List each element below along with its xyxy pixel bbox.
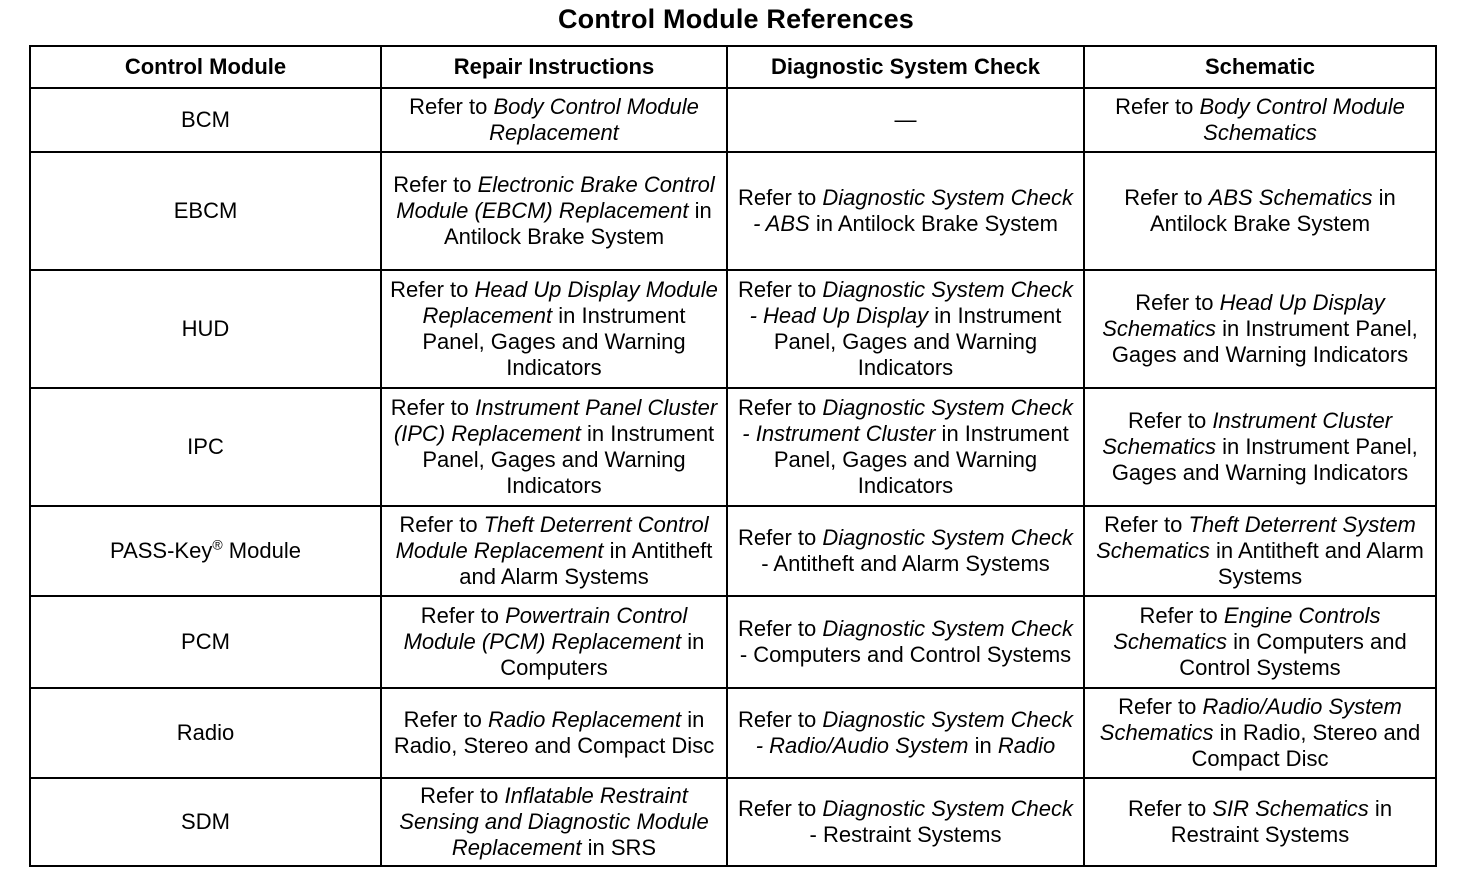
table-row <box>30 688 1436 778</box>
table-row <box>30 596 1436 688</box>
repair-cell: Refer to Instrument Panel Cluster (IPC) Replacement in Instrument Panel, Gages and Warning Indicators <box>381 388 727 506</box>
empty-dash: — <box>894 107 917 132</box>
repair-cell: Refer to Body Control Module Replacement <box>381 88 727 152</box>
schematic-cell: Refer to Body Control Module Schematics <box>1084 88 1436 152</box>
table-row <box>30 388 1436 506</box>
header-control-module: Control Module <box>30 46 381 88</box>
header-diagnostic-system-check: Diagnostic System Check <box>727 46 1084 88</box>
table-row <box>30 88 1436 152</box>
header-repair-instructions: Repair Instructions <box>381 46 727 88</box>
schematic-cell: Refer to Theft Deterrent System Schematics in Antitheft and Alarm Systems <box>1084 506 1436 596</box>
table-header-row <box>30 46 1436 88</box>
repair-cell: Refer to Radio Replacement in Radio, Stereo and Compact Disc <box>381 688 727 778</box>
module-name: IPC <box>30 388 381 506</box>
module-name: PCM <box>30 596 381 688</box>
module-name: SDM <box>30 778 381 866</box>
schematic-cell: Refer to Head Up Display Schematics in Instrument Panel, Gages and Warning Indicators <box>1084 270 1436 388</box>
module-name: HUD <box>30 270 381 388</box>
table-row <box>30 778 1436 866</box>
diagnostic-cell: Refer to Diagnostic System Check - Restraint Systems <box>727 778 1084 866</box>
schematic-cell: Refer to Instrument Cluster Schematics in Instrument Panel, Gages and Warning Indicators <box>1084 388 1436 506</box>
module-name: Radio <box>30 688 381 778</box>
repair-cell: Refer to Inflatable Restraint Sensing and Diagnostic Module Replacement in SRS <box>381 778 727 866</box>
header-schematic: Schematic <box>1084 46 1436 88</box>
diagnostic-cell: Refer to Diagnostic System Check - Radio/Audio System in Radio <box>727 688 1084 778</box>
diagnostic-cell <box>727 88 1084 152</box>
schematic-cell: Refer to Engine Controls Schematics in Computers and Control Systems <box>1084 596 1436 688</box>
table-row <box>30 506 1436 596</box>
module-name: PASS-Key® Module <box>30 506 381 596</box>
table-row <box>30 152 1436 270</box>
repair-cell: Refer to Powertrain Control Module (PCM) Replacement in Computers <box>381 596 727 688</box>
repair-cell: Refer to Head Up Display Module Replacement in Instrument Panel, Gages and Warning Indicators <box>381 270 727 388</box>
control-module-table <box>29 45 1437 867</box>
schematic-cell: Refer to ABS Schematics in Antilock Brake System <box>1084 152 1436 270</box>
diagnostic-cell: Refer to Diagnostic System Check - Head Up Display in Instrument Panel, Gages and Warning Indicators <box>727 270 1084 388</box>
module-name: EBCM <box>30 152 381 270</box>
page-title: Control Module References <box>557 4 915 34</box>
diagnostic-cell: Refer to Diagnostic System Check - Antitheft and Alarm Systems <box>727 506 1084 596</box>
repair-cell: Refer to Theft Deterrent Control Module Replacement in Antitheft and Alarm Systems <box>381 506 727 596</box>
module-name: BCM <box>30 88 381 152</box>
repair-cell: Refer to Electronic Brake Control Module (EBCM) Replacement in Antilock Brake System <box>381 152 727 270</box>
schematic-cell: Refer to SIR Schematics in Restraint Systems <box>1084 778 1436 866</box>
diagnostic-cell: Refer to Diagnostic System Check - Instrument Cluster in Instrument Panel, Gages and Warning Indicators <box>727 388 1084 506</box>
schematic-cell: Refer to Radio/Audio System Schematics in Radio, Stereo and Compact Disc <box>1084 688 1436 778</box>
registered-mark: ® <box>212 536 223 553</box>
diagnostic-cell: Refer to Diagnostic System Check - Computers and Control Systems <box>727 596 1084 688</box>
diagnostic-cell: Refer to Diagnostic System Check - ABS in Antilock Brake System <box>727 152 1084 270</box>
table-row <box>30 270 1436 388</box>
